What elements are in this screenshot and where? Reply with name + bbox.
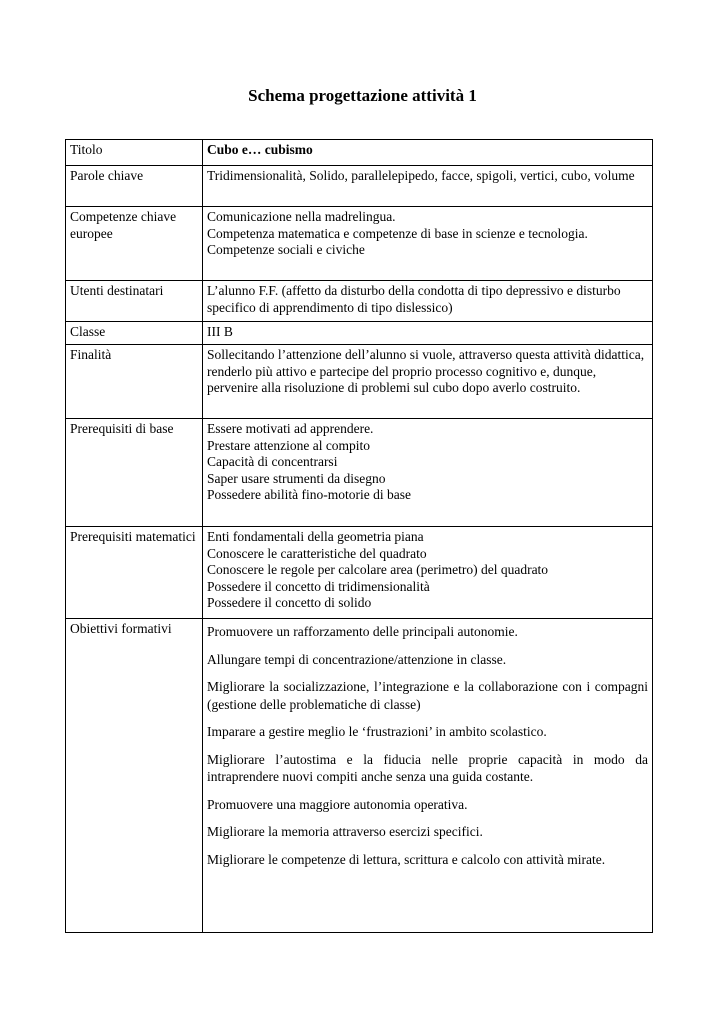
row-value-utenti: L’alunno F.F. (affetto da disturbo della condotta di tipo depressivo e disturbo specifico di apprendimento di tipo dislessico) bbox=[203, 281, 653, 322]
activity-scheme-table bbox=[65, 139, 653, 933]
row-value-obiettivi bbox=[203, 619, 653, 933]
list-item: Conoscere le regole per calcolare area (perimetro) del quadrato bbox=[207, 562, 549, 577]
list-item: Possedere abilità fino-motorie di base bbox=[207, 487, 411, 502]
row-label-titolo: Titolo bbox=[66, 140, 203, 166]
list-item: Saper usare strumenti da disegno bbox=[207, 470, 386, 486]
list-item: Prestare attenzione al compito bbox=[207, 437, 371, 453]
list-item: Competenza matematica e competenze di base in scienze e tecnologia. bbox=[207, 225, 588, 241]
row-label-classe: Classe bbox=[66, 322, 203, 345]
table-row-prerequisiti-matematici bbox=[66, 527, 653, 619]
table-row-parole-chiave bbox=[66, 166, 653, 207]
row-value-classe: III B bbox=[203, 322, 653, 345]
list-item: Promuovere un rafforzamento delle principali autonomie. bbox=[207, 624, 518, 639]
row-label-obiettivi: Obiettivi formativi bbox=[66, 619, 203, 933]
table-row-classe bbox=[66, 322, 653, 345]
table-row-utenti bbox=[66, 281, 653, 322]
row-value-prerequisiti-base bbox=[203, 419, 653, 527]
list-item: Possedere il concetto di solido bbox=[207, 595, 372, 610]
table-row-finalita bbox=[66, 345, 653, 419]
row-label-prerequisiti-matematici: Prerequisiti matematici bbox=[66, 527, 203, 619]
list-item: Allungare tempi di concentrazione/attenzione in classe. bbox=[207, 651, 507, 667]
list-item: Possedere il concetto di tridimensionalità bbox=[207, 578, 430, 594]
list-item: Migliorare l’autostima e la fiducia nelle proprie capacità in modo da intraprendere nuovi compiti anche senza una guida costante. bbox=[207, 751, 648, 784]
table-row-titolo bbox=[66, 140, 653, 166]
row-label-parole-chiave: Parole chiave bbox=[66, 166, 203, 207]
list-item: Enti fondamentali della geometria piana bbox=[207, 529, 424, 544]
row-label-utenti: Utenti destinatari bbox=[66, 281, 203, 322]
list-item: Essere motivati ad apprendere. bbox=[207, 421, 374, 436]
row-value-finalita: Sollecitando l’attenzione dell’alunno si vuole, attraverso questa attività didattica, renderlo più attivo e partecipe del proprio processo cognitivo e, dunque, pervenire alla risoluzione di problemi sul cubo dopo averlo costruito. bbox=[203, 345, 653, 419]
page-title: Schema progettazione attività 1 bbox=[248, 86, 477, 105]
row-value-titolo: Cubo e… cubismo bbox=[203, 140, 653, 166]
table-row-competenze bbox=[66, 207, 653, 281]
list-item: Migliorare la memoria attraverso esercizi specifici. bbox=[207, 824, 483, 839]
list-item: Promuovere una maggiore autonomia operativa. bbox=[207, 796, 468, 812]
list-item: Capacità di concentrarsi bbox=[207, 454, 338, 469]
table-row-prerequisiti-base bbox=[66, 419, 653, 527]
list-item: Conoscere le caratteristiche del quadrato bbox=[207, 545, 427, 561]
row-label-prerequisiti-base: Prerequisiti di base bbox=[66, 419, 203, 527]
list-item: Imparare a gestire meglio le ‘frustrazioni’ in ambito scolastico. bbox=[207, 724, 547, 739]
row-label-finalita: Finalità bbox=[66, 345, 203, 419]
list-item: Comunicazione nella madrelingua. bbox=[207, 209, 396, 224]
row-label-competenze: Competenze chiave europee bbox=[66, 207, 203, 281]
row-value-prerequisiti-matematici bbox=[203, 527, 653, 619]
table-row-obiettivi bbox=[66, 619, 653, 933]
row-value-competenze bbox=[203, 207, 653, 281]
list-item: Competenze sociali e civiche bbox=[207, 242, 365, 257]
list-item: Migliorare la socializzazione, l’integrazione e la collaborazione con i compagni (gestione delle problematiche di classe) bbox=[207, 679, 648, 712]
list-item: Migliorare le competenze di lettura, scrittura e calcolo con attività mirate. bbox=[207, 851, 606, 867]
row-value-parole-chiave: Tridimensionalità, Solido, parallelepipedo, facce, spigoli, vertici, cubo, volume bbox=[203, 166, 653, 207]
